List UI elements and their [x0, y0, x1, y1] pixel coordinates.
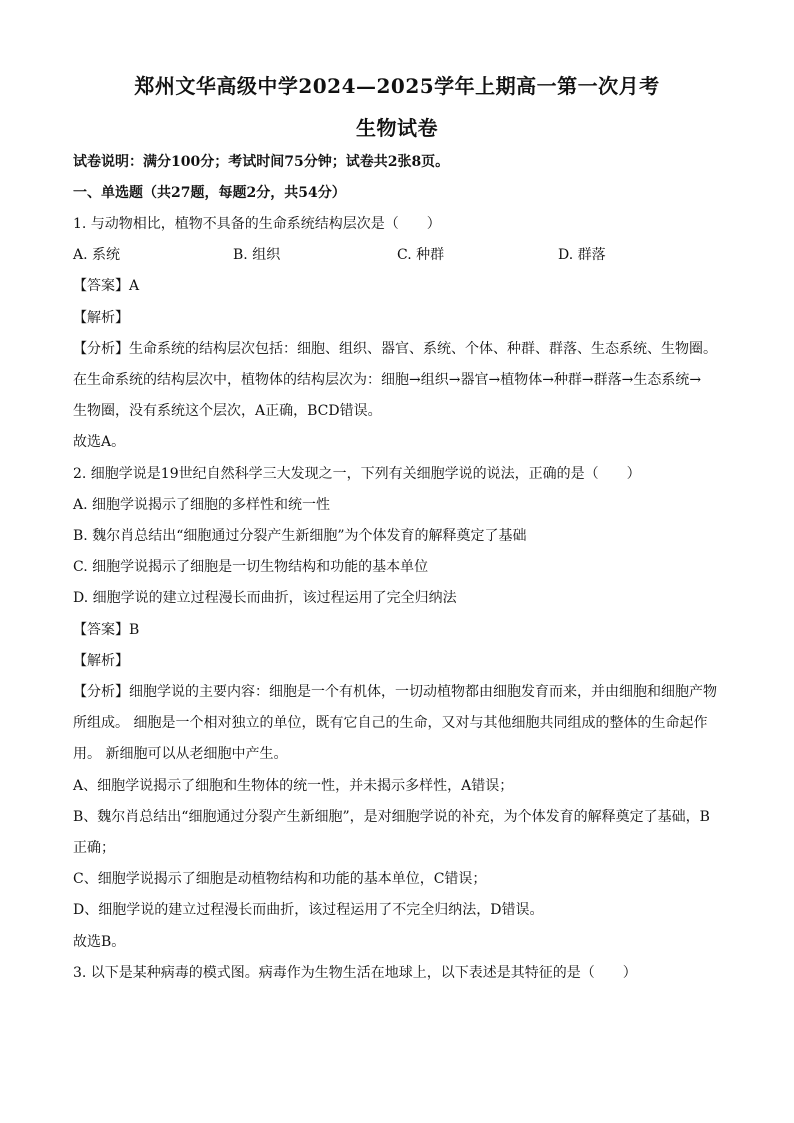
q1-option-a: A. 系统: [73, 247, 121, 263]
q1-option-d: D. 群落: [558, 247, 606, 263]
q2-option-c: C. 细胞学说揭示了细胞是一切生物结构和功能的基本单位: [73, 559, 429, 575]
q2-analysis-line: D、细胞学说的建立过程漫长而曲折，该过程运用了不完全归纳法，D错误。: [73, 902, 544, 918]
q2-analysis-line: 用。 新细胞可以从老细胞中产生。: [73, 746, 288, 762]
q2-analysis-line: 正确；: [73, 840, 115, 856]
exam-instructions: 试卷说明：满分100分；考试时间75分钟；试卷共2张8页。: [73, 154, 450, 170]
q1-conclusion: 故选A。: [73, 434, 126, 450]
q1-option-b: B. 组织: [233, 247, 281, 263]
q2-analysis-label: 【解析】: [73, 653, 129, 669]
q2-analysis-line: 所组成。 细胞是一个相对独立的单位，既有它自己的生命，又对与其他细胞共同组成的整体的生命起作: [73, 715, 708, 731]
exam-title: 郑州文华高级中学2024—2025学年上期高一第一次月考: [134, 74, 660, 98]
section-heading: 一、单选题（共27题，每题2分，共54分）: [73, 185, 346, 201]
q2-analysis-line: B、魏尔肖总结出“细胞通过分裂产生新细胞”，是对细胞学说的补充，为个体发育的解释奠定了基础，B: [73, 809, 710, 825]
q1-option-c: C. 种群: [397, 247, 445, 263]
q2-option-a: A. 细胞学说揭示了细胞的多样性和统一性: [73, 497, 331, 513]
question-3-stem: 3. 以下是某种病毒的模式图。病毒作为生物生活在地球上，以下表述是其特征的是（ ）: [73, 965, 637, 981]
q2-analysis-line: C、细胞学说揭示了细胞是动植物结构和功能的基本单位，C错误；: [73, 871, 487, 887]
q1-answer: 【答案】A: [73, 278, 140, 294]
q1-analysis-line: 【分析】生命系统的结构层次包括：细胞、组织、器官、系统、个体、种群、群落、生态系统、生物圈。: [73, 341, 717, 357]
q2-analysis-line: A、细胞学说揭示了细胞和生物体的统一性，并未揭示多样性，A错误；: [73, 778, 514, 794]
q2-conclusion: 故选B。: [73, 934, 126, 950]
q2-analysis-line: 【分析】细胞学说的主要内容：细胞是一个有机体，一切动植物都由细胞发育而来，并由细胞和细胞产物: [73, 684, 717, 700]
q2-option-d: D. 细胞学说的建立过程漫长而曲折，该过程运用了完全归纳法: [73, 590, 457, 606]
q2-answer: 【答案】B: [73, 622, 140, 638]
q1-analysis-label: 【解析】: [73, 310, 129, 326]
exam-subtitle: 生物试卷: [356, 116, 438, 140]
q1-analysis-line: 生物圈，没有系统这个层次，A正确，BCD错误。: [73, 403, 382, 419]
question-2-stem: 2. 细胞学说是19世纪自然科学三大发现之一，下列有关细胞学说的说法，正确的是（ ）: [73, 466, 641, 482]
q2-option-b: B. 魏尔肖总结出“细胞通过分裂产生新细胞”为个体发育的解释奠定了基础: [73, 528, 527, 544]
question-1-stem: 1. 与动物相比，植物不具备的生命系统结构层次是（ ）: [73, 216, 441, 232]
q1-analysis-line: 在生命系统的结构层次中，植物体的结构层次为：细胞→组织→器官→植物体→种群→群落→生态系统→: [73, 372, 702, 388]
